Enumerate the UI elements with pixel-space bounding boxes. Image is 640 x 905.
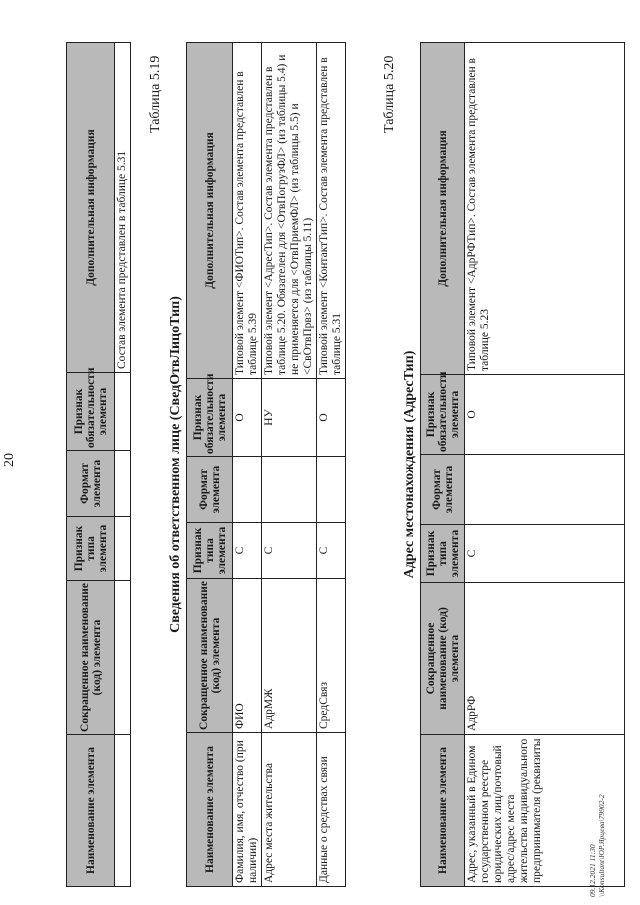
cell-name: Данные о средствах связи [317,733,346,887]
col-header-short: Сокращенное наименование (код) элемента [187,579,233,733]
page-number: 20 [2,453,17,467]
cell-info: Типовой элемент <ФИОТип>. Состав элемента представлен в таблице 5.39 [233,43,262,379]
cell-required: О [465,375,625,455]
col-header-type: Признак типа элемента [67,517,115,581]
col-header-format: Формат элемента [187,457,233,523]
cell-type: С [465,525,625,583]
cell-format [115,451,131,517]
table-caption: Адрес местонахождения (АдресТип) [402,350,417,579]
cell-info: Состав элемента представлен в таблице 5.31 [115,43,131,373]
table-row [262,43,317,887]
col-header-info: Дополнительная информация [187,43,233,379]
table-row [465,43,625,887]
cell-type: С [233,523,262,579]
cell-short: СредСвяз [317,579,346,733]
footer-line-1: 09.12.2021 11:30 [588,844,597,897]
col-header-type: Признак типа элемента [187,523,233,579]
cell-short: АдрМЖ [262,579,317,733]
cell-type: С [262,523,317,579]
cell-required: НУ [262,379,317,457]
cell-format [233,457,262,523]
cell-name [115,735,131,887]
cell-short: ФИО [233,579,262,733]
table-row [233,43,262,887]
cell-format [465,455,625,525]
table-row [115,43,131,887]
cell-required: О [317,379,346,457]
table-5-20 [420,42,625,887]
table-5-19 [186,42,346,887]
cell-format [262,457,317,523]
col-header-format: Формат элемента [67,451,115,517]
cell-name: Фамилия, имя, отчество (при наличии) [233,733,262,887]
footer-stamp [588,794,606,897]
cell-name: Адрес, указанный в Едином государственном реестре юридических лиц/почтовый адрес/адрес места жительства индивидуального предпринимателя (реквизиты [465,735,625,887]
table-top [66,42,131,887]
col-header-short: Сокращенное наименование (код) элемента [67,581,115,735]
cell-short: АдрРФ [465,583,625,735]
col-header-name: Наименование элемента [187,733,233,887]
cell-name: Адрес места жительства [262,733,317,887]
cell-type: С [317,523,346,579]
table-label: Таблица 5.19 [148,55,163,133]
cell-format [317,457,346,523]
table-caption: Сведения об ответственном лице (СведОтвЛицоТип) [168,296,183,633]
col-header-name: Наименование элемента [421,735,465,887]
cell-type [115,517,131,581]
cell-info: Типовой элемент <КонтактТип>. Состав элемента представлен в таблице 5.31 [317,43,346,379]
table-label: Таблица 5.20 [382,55,397,133]
col-header-required: Признак обязательности элемента [187,379,233,457]
cell-info: Типовой элемент <АдрРФТип>. Состав элемента представлен в таблице 5.23 [465,43,625,375]
col-header-type: Признак типа элемента [421,525,465,583]
col-header-required: Признак обязательности элемента [421,375,465,455]
cell-required [115,373,131,451]
col-header-name: Наименование элемента [67,735,115,887]
cell-short [115,581,131,735]
col-header-required: Признак обязательности элемента [67,373,115,451]
col-header-format: Формат элемента [421,455,465,525]
footer-line-2: \\Konsultant\ЮР.Ярцева\79902-2 [597,794,606,897]
cell-info: Типовой элемент <АдресТип>. Состав элемента представлен в таблице 5.20. Обязателен для <ОтвПогрузФЛ> (из таблицы 5.4) и не применяется для <ОтвПриемФЛ> (из таблицы 5.5) и <СвОтвПрвз> (из таблицы 5.11) [262,43,317,379]
table-row [317,43,346,887]
col-header-info: Дополнительная информация [67,43,115,373]
cell-required: О [233,379,262,457]
col-header-short: Сокращенное наименование (код) элемента [421,583,465,735]
col-header-info: Дополнительная информация [421,43,465,375]
